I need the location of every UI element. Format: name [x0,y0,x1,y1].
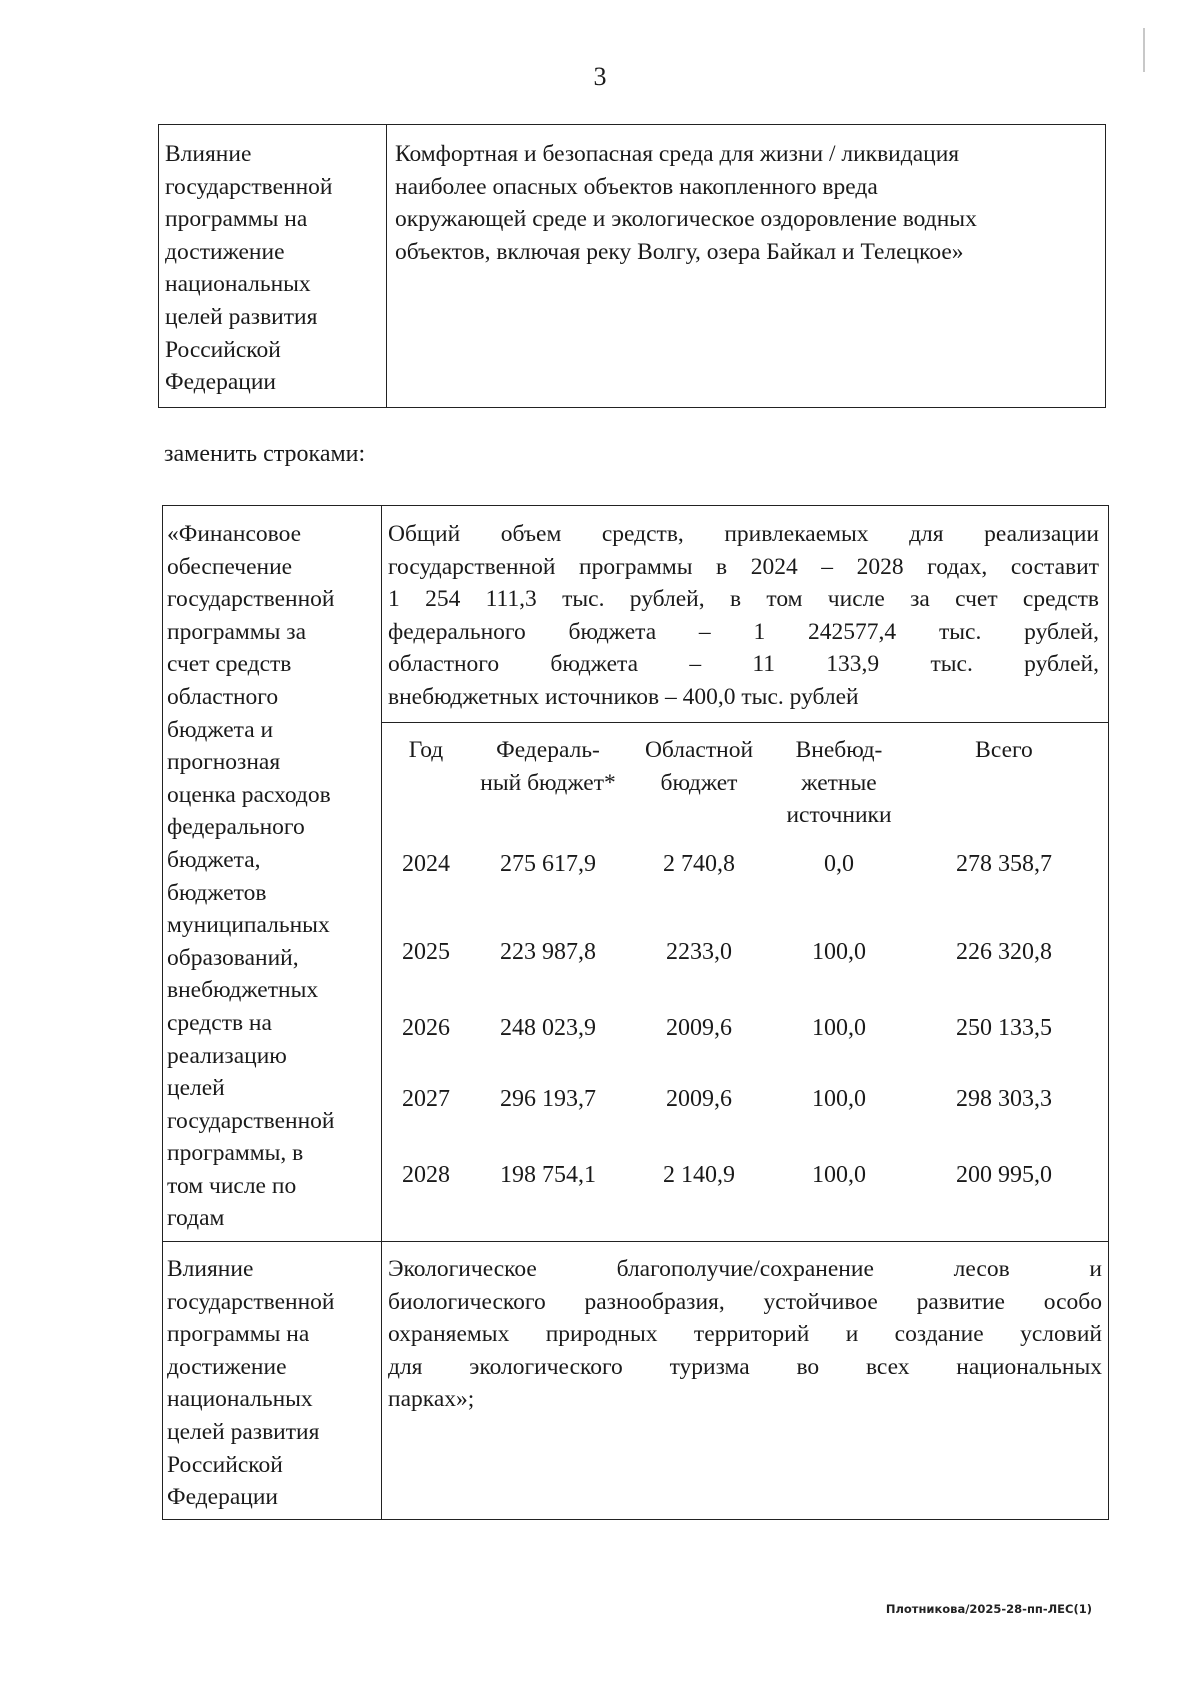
total-cell: 200 995,0 [956,1162,1052,1188]
text-line: Российской [167,1451,283,1478]
text-line: Российской [165,336,281,363]
text-line: охраняемых природных территорий и создание условий [388,1321,1102,1348]
text-line: годам [167,1205,225,1232]
text-line: программы за [167,618,307,645]
text-line: целей [167,1075,225,1102]
text-line: объектов, включая реку Волгу, озера Байкал и Телецкое» [395,238,964,265]
text-line: государственной [167,586,335,613]
text-line: Федерации [167,1484,278,1511]
text-line: Областной [644,737,754,763]
header-federal [468,734,628,799]
text-line: биологического разнообразия, устойчивое развитие особо [388,1288,1102,1315]
text-line: внебюджетных источников – 400,0 тыс. рублей [388,683,859,710]
text-line: ный бюджет* [480,769,616,796]
table-old-divider [386,125,387,407]
header-total [929,734,1079,767]
table-new-divider [381,506,382,1519]
page-number: 3 [593,62,607,91]
replace-instruction: заменить строками: [164,441,366,467]
text-line: бюджета, [167,846,261,873]
text-line: муниципальных [167,912,330,939]
text-line: государственной [165,173,333,200]
text-line: оценка расходов [167,781,331,808]
text-line: наиболее опасных объектов накопленного вреда [395,173,878,200]
regional-cell: 2 740,8 [663,851,735,877]
text-line: обеспечение [167,553,293,580]
text-line: окружающей среде и экологическое оздоровление водных [395,206,977,233]
text-line: программы, в [167,1140,304,1167]
header-year [386,734,466,767]
impact-label [167,1253,334,1514]
year-cell: 2025 [402,939,450,965]
text-line: источники [786,802,892,829]
federal-cell: 296 193,7 [500,1086,596,1112]
text-line: областного бюджета – 11 133,9 тыс. рублей, [388,651,1099,678]
text-line: прогнозная [167,749,281,776]
text-line: федерального [167,814,305,841]
text-line: «Финансовое [167,521,302,547]
extrabudget-cell: 100,0 [812,1086,866,1112]
text-line: Федерации [165,369,276,396]
extrabudget-cell: 100,0 [812,1162,866,1188]
text-line: бюджет [660,769,738,796]
text-line: целей развития [167,1418,320,1445]
text-line: Экологическое благополучие/сохранение лесов и [388,1256,1102,1282]
text-line: целей развития [165,303,318,330]
text-line: Общий объем средств, привлекаемых для реализации [388,521,1099,547]
document-reference: Плотникова/2025-28-пп-ЛЕС(1) [885,1602,1092,1616]
text-line: достижение [167,1353,287,1380]
text-line: Всего [975,737,1033,763]
text-line: бюджета и [167,716,274,743]
regional-cell: 2009,6 [666,1015,732,1041]
total-cell: 226 320,8 [956,939,1052,965]
year-cell: 2024 [402,851,450,877]
text-line: государственной [167,1288,335,1315]
text-line: счет средств [167,651,292,678]
text-line: национальных [165,271,311,298]
text-line: средств на [167,1009,272,1036]
text-line: внебюджетных [167,977,319,1004]
year-cell: 2028 [402,1162,450,1188]
summary-bottom-line [381,722,1108,723]
text-line: 1 254 111,3 тыс. рублей, в том числе за счет средств [388,586,1099,613]
year-cell: 2026 [402,1015,450,1041]
impact-text [388,1253,1102,1416]
total-cell: 298 303,3 [956,1086,1052,1112]
federal-cell: 223 987,8 [500,939,596,965]
finance-label [167,518,334,1235]
text-line: областного [167,683,279,710]
text-line: Федераль- [496,737,600,763]
text-line: Комфортная и безопасная среда для жизни / ликвидация [395,141,960,167]
text-line: государственной [167,1107,335,1134]
text-line: Влияние [165,141,252,167]
text-line: Внебюд- [795,737,883,763]
text-line: Год [408,737,444,763]
extrabudget-cell: 100,0 [812,1015,866,1041]
text-line: национальных [167,1386,313,1413]
table-old [158,124,1106,408]
text-line: достижение [165,238,285,265]
text-line: том числе по [167,1172,297,1199]
federal-cell: 248 023,9 [500,1015,596,1041]
extrabudget-cell: 100,0 [812,939,866,965]
header-extrabudget [769,734,909,832]
text-line: бюджетов [167,879,267,906]
text-line: жетные [801,769,877,796]
finance-bottom-line [163,1241,1108,1242]
table-old-value [395,138,977,268]
regional-cell: 2233,0 [666,939,732,965]
text-line: парках»; [388,1386,475,1413]
text-line: для экологического туризма во всех национальных [388,1353,1102,1380]
scan-edge-mark [1143,28,1145,72]
text-line: Влияние [167,1256,254,1282]
text-line: реализацию [167,1042,287,1069]
funding-summary [388,518,1099,714]
regional-cell: 2009,6 [666,1086,732,1112]
header-regional [629,734,769,799]
federal-cell: 275 617,9 [500,851,596,877]
text-line: программы на [165,206,308,233]
text-line: образований, [167,944,299,971]
table-new [162,505,1109,1520]
regional-cell: 2 140,9 [663,1162,735,1188]
text-line: программы на [167,1321,310,1348]
text-line: государственной программы в 2024 – 2028 годах, составит [388,553,1099,580]
text-line: федерального бюджета – 1 242577,4 тыс. рублей, [388,618,1099,645]
table-old-label [165,138,332,399]
extrabudget-cell: 0,0 [824,851,854,877]
total-cell: 250 133,5 [956,1015,1052,1041]
federal-cell: 198 754,1 [500,1162,596,1188]
year-cell: 2027 [402,1086,450,1112]
total-cell: 278 358,7 [956,851,1052,877]
